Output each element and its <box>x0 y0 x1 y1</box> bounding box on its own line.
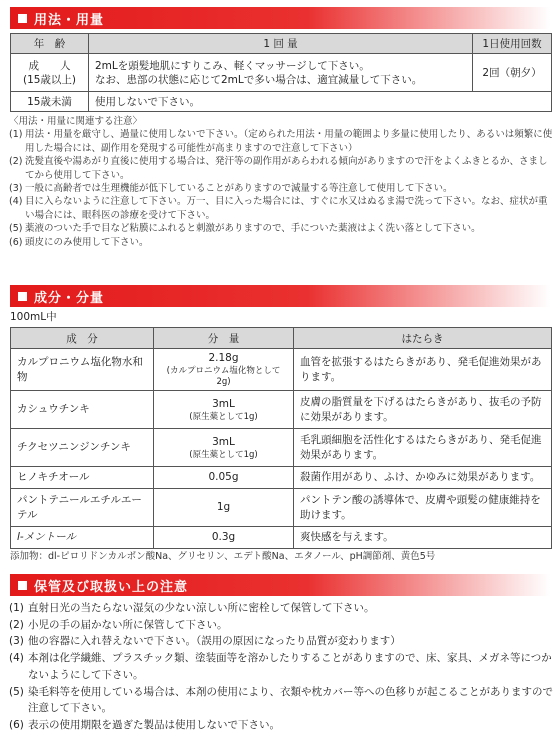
ingredients-table <box>10 327 552 549</box>
header-effect: はたらき <box>294 328 552 349</box>
ingredient-amount: 0.3g <box>154 527 294 549</box>
usage-notes <box>9 115 554 249</box>
ingredient-amount-sub: (原生薬として1g) <box>189 449 258 460</box>
ingredient-amount-cell <box>154 349 294 391</box>
ingredients-section-title: 成分・分量 <box>34 290 105 306</box>
dosage-table <box>10 33 552 112</box>
ingredient-name: l-メントール <box>11 527 154 549</box>
list-item: (1) 直射日光の当たらない湿気の少ない涼しい所に密栓して保管して下さい。 <box>9 600 554 617</box>
list-item: (1) 用法・用量を厳守し、過量に使用しないで下さい。（定められた用法・用量の範囲より多量に使用したり、あるいは頻繁に使用した場合には、副作用を発現する可能性が高まりますので注意して下さい） <box>9 129 553 154</box>
section-square-icon <box>18 292 27 301</box>
notes-title: 〈用法・用量に関連する注意〉 <box>9 116 143 127</box>
list-item: (6) 表示の使用期限を過ぎた製品は使用しないで下さい。 <box>9 717 554 734</box>
table-row <box>11 92 552 112</box>
list-item: (3) 他の容器に入れ替えないで下さい。（誤用の原因になったり品質が変わります） <box>9 633 554 650</box>
ingredient-amount: 3mL <box>212 435 235 448</box>
ingredient-name: カルプロニウム塩化物水和物 <box>11 349 154 391</box>
dose-cell: 使用しないで下さい。 <box>89 92 552 112</box>
header-ingredient: 成 分 <box>11 328 154 349</box>
times-cell: 2回（朝夕） <box>473 54 552 92</box>
storage-text: 本剤は化学繊維、プラスチック類、塗装面等を溶かしたりすることがありますので、床、家具、メガネ等につかないようにして下さい。 <box>28 652 552 681</box>
list-item: (2) 洗髪直後や湯あがり直後に使用する場合は、発汗等の副作用があらわれる傾向がありますので汗をよくふきとるか、さましてから使用して下さい。 <box>9 155 554 182</box>
ingredient-effect: 毛乳頭細胞を活性化するはたらきがあり、発毛促進効果があります。 <box>294 429 552 467</box>
ingredient-amount: 2.18g <box>208 352 239 364</box>
storage-section-header <box>10 574 550 596</box>
table-row <box>11 54 552 92</box>
storage-text: 表示の使用期限を過ぎた製品は使用しないで下さい。 <box>28 718 280 731</box>
table-row <box>11 489 552 527</box>
ingredient-effect: 血管を拡張するはたらきがあり、発毛促進効果があります。 <box>294 349 552 391</box>
ingredient-amount: 1g <box>154 489 294 527</box>
list-item: (6) 頭皮にのみ使用して下さい。 <box>9 236 149 248</box>
ingredient-effect: 爽快感を与えます。 <box>294 527 552 549</box>
table-row <box>11 391 552 429</box>
note-text: 頭皮にのみ使用して下さい。 <box>25 236 149 248</box>
list-item: (4) 目に入らないように注意して下さい。万一、目に入った場合には、すぐに水又はぬるま湯で洗って下さい。なお、症状が重い場合には、眼科医の診療を受けて下さい。 <box>9 195 554 222</box>
dose-text: 2mLを頭髪地肌にすりこみ、軽くマッサージして下さい。 <box>95 59 370 72</box>
section-square-icon <box>18 581 27 590</box>
header-times: 1日使用回数 <box>473 34 552 54</box>
ingredient-name: チクセツニンジンチンキ <box>11 429 154 467</box>
storage-text: 染毛料等を使用している場合は、本剤の使用により、衣類や枕カバー等への色移りが起こることがありますので注意して下さい。 <box>28 685 553 715</box>
additives-text: 添加物：dl-ピロリドンカルボン酸Na、グリセリン、エデト酸Na、エタノール、pH調節剤、黄色5号 <box>10 551 436 562</box>
ingredient-amount: 3mL <box>212 397 235 410</box>
ingredients-table-header <box>11 328 552 349</box>
age-sub-label: (15歳以上) <box>22 73 77 86</box>
note-text: 用法・用量を厳守し、過量に使用しないで下さい。（定められた用法・用量の範囲より多量に使用したり、あるいは頻繁に使用した場合には、副作用を発現する可能性が高まりますので注意して下さい） <box>25 129 553 154</box>
note-text: 薬液のついた手で目など粘膜にふれると刺激がありますので、手についた薬液はよく洗い落として下さい。 <box>25 223 481 235</box>
ingredient-name: パントテニールエチルエーテル <box>11 489 154 527</box>
usage-section-header <box>10 7 550 29</box>
note-text: 一般に高齢者では生理機能が低下していることがありますので減量する等注意して使用して下さい。 <box>25 183 453 195</box>
ingredient-effect: 皮膚の脂質量を下げるはたらきがあり、抜毛の予防に効果があります。 <box>294 391 552 429</box>
ingredient-name: カシュウチンキ <box>11 391 154 429</box>
ingredient-amount-cell <box>154 391 294 429</box>
ingredient-amount: 0.05g <box>154 467 294 489</box>
usage-section-title: 用法・用量 <box>34 12 105 28</box>
table-row <box>11 467 552 489</box>
ingredient-amount-sub: (カルプロニウム塩化物として2g) <box>166 366 281 387</box>
ingredient-amount-cell <box>154 429 294 467</box>
ingredient-name: ヒノキチオール <box>11 467 154 489</box>
header-dose: 1 回 量 <box>89 34 473 54</box>
ingredient-amount-sub: (原生薬として1g) <box>189 411 258 422</box>
age-cell: 15歳未満 <box>11 92 89 112</box>
dosage-table-header <box>11 34 552 54</box>
note-text: 目に入らないように注意して下さい。万一、目に入った場合には、すぐに水又はぬるま湯で洗って下さい。なお、症状が重い場合には、眼科医の診療を受けて下さい。 <box>25 196 548 221</box>
storage-section-title: 保管及び取扱い上の注意 <box>34 579 189 595</box>
header-amount: 分 量 <box>154 328 294 349</box>
list-item: (5) 薬液のついた手で目など粘膜にふれると刺激がありますので、手についた薬液はよく洗い落として下さい。 <box>9 223 481 235</box>
table-row <box>11 527 552 549</box>
header-age: 年 齢 <box>11 34 89 54</box>
list-item: (2) 小児の手の届かない所に保管して下さい。 <box>9 617 554 634</box>
ingredient-effect: 殺菌作用があり、ふけ、かゆみに効果があります。 <box>294 467 552 489</box>
storage-text: 他の容器に入れ替えないで下さい。（誤用の原因になったり品質が変わります） <box>28 635 401 648</box>
list-item: (3) 一般に高齢者では生理機能が低下していることがありますので減量する等注意して使用して下さい。 <box>9 183 453 195</box>
table-row <box>11 349 552 391</box>
storage-text: 小児の手の届かない所に保管して下さい。 <box>28 618 228 631</box>
list-item: (4) 本剤は化学繊維、プラスチック類、塗装面等を溶かしたりすることがありますので、床、家具、メガネ等につかないようにして下さい。 <box>9 650 554 683</box>
note-text: 洗髪直後や湯あがり直後に使用する場合は、発汗等の副作用があらわれる傾向がありますので汗をよくふきとるか、さましてから使用して下さい。 <box>25 156 548 181</box>
age-label: 成 人 <box>28 59 71 72</box>
ingredients-section-header <box>10 285 550 307</box>
age-cell <box>11 54 89 92</box>
table-row <box>11 429 552 467</box>
storage-text: 直射日光の当たらない湿気の少ない涼しい所に密栓して保管して下さい。 <box>28 602 375 614</box>
ingredient-effect: パントテン酸の誘導体で、皮膚や頭髪の健康維持を助けます。 <box>294 489 552 527</box>
section-square-icon <box>18 14 27 23</box>
dose-cell <box>89 54 473 92</box>
ingredients-per-volume: 100mL中 <box>10 311 57 323</box>
list-item: (5) 染毛料等を使用している場合は、本剤の使用により、衣類や枕カバー等への色移りが起こることがありますので注意して下さい。 <box>9 684 554 717</box>
storage-notes <box>9 600 554 734</box>
dose-note: なお、患部の状態に応じて2mLで多い場合は、適宜減量して下さい。 <box>95 73 423 86</box>
